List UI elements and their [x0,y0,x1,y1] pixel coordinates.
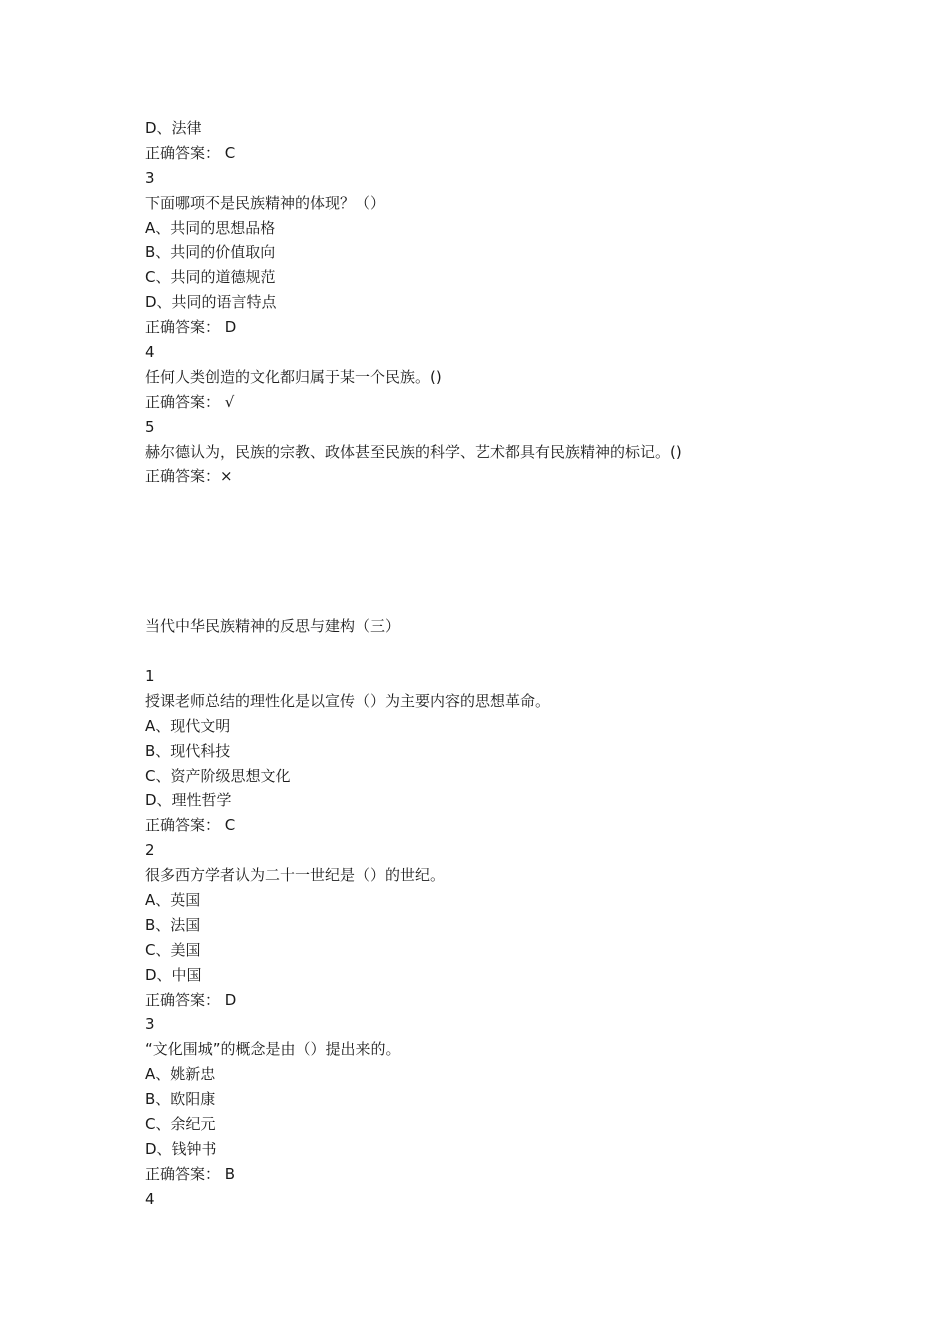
quiz-bottom-line: 正确答案： B [145,1164,236,1183]
quiz-top-line: A、共同的思想品格 [145,218,276,237]
quiz-bottom-line: D、中国 [145,965,202,984]
quiz-bottom-line: 很多西方学者认为二十一世纪是（）的世纪。 [145,866,446,885]
quiz-bottom-line: C、余纪元 [145,1115,216,1134]
quiz-top-line: B、共同的价值取向 [145,243,276,262]
quiz-bottom-line: 授课老师总结的理性化是以宣传（）为主要内容的思想革命。 [145,691,551,710]
quiz-top-line: 正确答案： C [145,143,236,162]
quiz-bottom-line: B、欧阳康 [145,1090,216,1109]
quiz-bottom-line: D、理性哲学 [145,791,232,810]
quiz-bottom-line: 4 [145,1189,155,1208]
quiz-block-bottom [145,664,905,1212]
quiz-top-line: 正确答案： D [145,318,237,337]
quiz-bottom-line: B、现代科技 [145,741,231,760]
quiz-bottom-line: C、美国 [145,940,201,959]
quiz-bottom-line: A、现代文明 [145,716,231,735]
quiz-bottom-line: A、英国 [145,891,201,910]
quiz-top-line: 5 [145,417,155,436]
quiz-top-line: C、共同的道德规范 [145,268,276,287]
quiz-top-line: 4 [145,343,155,362]
quiz-block-top [145,116,905,489]
quiz-bottom-line: 正确答案： C [145,816,236,835]
quiz-top-line: 赫尔德认为，民族的宗教、政体甚至民族的科学、艺术都具有民族精神的标记。() [145,442,682,461]
section-title-block [145,614,905,639]
quiz-bottom-line: 2 [145,841,155,860]
quiz-top-line: 任何人类创造的文化都归属于某一个民族。() [145,367,442,386]
section-title: 当代中华民族精神的反思与建构（三） [145,617,401,635]
quiz-bottom-line: 3 [145,1015,155,1034]
quiz-top-line: D、共同的语言特点 [145,293,277,312]
quiz-bottom-line: 正确答案： D [145,990,237,1009]
quiz-bottom-line: A、姚新忠 [145,1065,216,1084]
quiz-bottom-line: 1 [145,667,155,685]
quiz-bottom-line: D、钱钟书 [145,1139,217,1158]
quiz-top-line: D、法律 [145,119,202,137]
quiz-top-line: 3 [145,168,155,187]
quiz-top-line: 正确答案： √ [145,392,235,411]
quiz-bottom-line: “文化围城”的概念是由（）提出来的。 [145,1040,401,1059]
quiz-top-line: 下面哪项不是民族精神的体现？（） [145,193,386,212]
quiz-bottom-line: C、资产阶级思想文化 [145,766,291,785]
quiz-bottom-line: B、法国 [145,915,201,934]
quiz-top-line: 正确答案：× [145,467,233,486]
